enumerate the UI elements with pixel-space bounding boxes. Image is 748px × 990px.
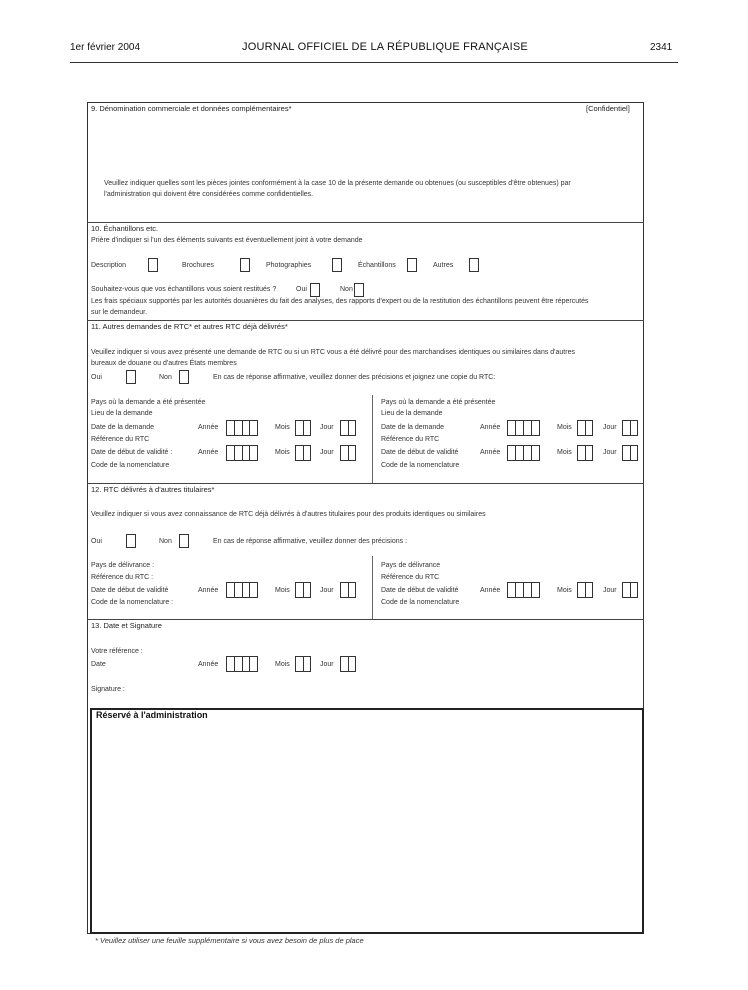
column-divider: [372, 556, 373, 619]
return-no-checkbox[interactable]: [354, 283, 364, 297]
year-label: Année: [198, 661, 219, 668]
header-page-number: 2341: [650, 42, 673, 53]
sample-description-label: Description: [91, 262, 127, 269]
return-no-label: Non: [340, 286, 353, 293]
s12-left-country: Pays de délivrance :: [91, 562, 155, 569]
section-11-intro: Veuillez indiquer si vous avez présenté une demande de RTC ou si un RTC vous a été délivré pour des marchandises identiques ou similaires dans d'autres: [91, 349, 575, 356]
sample-other-label: Autres: [433, 262, 454, 269]
s12-right-validity-day-field[interactable]: [622, 582, 638, 598]
day-label: Jour: [603, 449, 617, 456]
s11-left-date-day-field[interactable]: [340, 420, 356, 436]
section-12-title: 12. RTC délivrés à d'autres titulaires*: [91, 485, 215, 494]
section-12-intro: Veuillez indiquer si vous avez connaissance de RTC déjà délivrés à d'autres titulaires pour des produits identiques ou similaires: [91, 511, 486, 518]
confidential-label: [Confidentiel]: [586, 104, 630, 113]
s12-left-validity: Date de début de validité: [91, 587, 169, 594]
month-label: Mois: [275, 661, 290, 668]
s11-right-date-month-field[interactable]: [577, 420, 593, 436]
s11-left-validity-year-field[interactable]: [226, 445, 258, 461]
other-checkbox[interactable]: [469, 258, 479, 272]
s13-date-day-field[interactable]: [340, 656, 356, 672]
section-13-title: 13. Date et Signature: [91, 621, 162, 630]
section-9-note-2: l'administration qui doivent être considérées comme confidentielles.: [104, 191, 314, 198]
s11-right-ref: Référence du RTC: [381, 436, 440, 443]
s11-left-code: Code de la nomenclature: [91, 462, 170, 469]
year-label: Année: [198, 424, 219, 431]
s11-left-date-month-field[interactable]: [295, 420, 311, 436]
month-label: Mois: [275, 587, 290, 594]
s12-left-validity-month-field[interactable]: [295, 582, 311, 598]
month-label: Mois: [557, 424, 572, 431]
column-divider: [372, 395, 373, 483]
return-samples-question: Souhaitez-vous que vos échantillons vous soient restitués ?: [91, 286, 277, 293]
s13-date-year-field[interactable]: [226, 656, 258, 672]
s12-left-validity-year-field[interactable]: [226, 582, 258, 598]
section-divider: [87, 222, 644, 223]
s11-left-date: Date de la demande: [91, 424, 155, 431]
s12-right-validity-year-field[interactable]: [507, 582, 540, 598]
s12-no-checkbox[interactable]: [179, 534, 189, 548]
sample-brochures-label: Brochures: [182, 262, 214, 269]
header-rule: [70, 62, 678, 63]
s11-affirm-note: En cas de réponse affirmative, veuillez donner des précisions et joignez une copie du RTC:: [213, 374, 496, 381]
s11-left-ref: Référence du RTC: [91, 436, 150, 443]
s11-left-country: Pays où la demande a été présentée: [91, 399, 206, 406]
s12-left-ref: Référence du RTC :: [91, 574, 154, 581]
header-title: JOURNAL OFFICIEL DE LA RÉPUBLIQUE FRANÇAISE: [242, 41, 528, 53]
admin-box: [90, 708, 644, 934]
costs-note: Les frais spéciaux supportés par les autorités douanières du fait des analyses, des rapports d'expert ou de la restitution des échantillons peuvent être répercutés: [91, 298, 589, 305]
s12-right-validity: Date de début de validité: [381, 587, 459, 594]
s12-right-validity-month-field[interactable]: [577, 582, 593, 598]
sample-samples-label: Échantillons: [358, 262, 396, 269]
signature-label: Signature :: [91, 686, 125, 693]
photographs-checkbox[interactable]: [332, 258, 342, 272]
section-divider: [87, 320, 644, 321]
section-9-title: 9. Dénomination commerciale et données complémentaires*: [91, 104, 292, 113]
month-label: Mois: [275, 449, 290, 456]
return-yes-label: Oui: [296, 286, 307, 293]
s11-left-validity: Date de début de validité :: [91, 449, 173, 456]
s12-yes-checkbox[interactable]: [126, 534, 136, 548]
sample-photographs-label: Photographies: [266, 262, 312, 269]
return-yes-checkbox[interactable]: [310, 283, 320, 297]
header-date: 1er février 2004: [70, 42, 141, 53]
day-label: Jour: [320, 661, 334, 668]
section-divider: [87, 619, 644, 620]
admin-title: Réservé à l'administration: [96, 710, 208, 720]
s11-left-place: Lieu de la demande: [91, 410, 153, 417]
s11-no-checkbox[interactable]: [179, 370, 189, 384]
day-label: Jour: [320, 424, 334, 431]
month-label: Mois: [557, 587, 572, 594]
section-11-title: 11. Autres demandes de RTC* et autres RTC déjà délivrés*: [91, 322, 288, 331]
samples-checkbox[interactable]: [407, 258, 417, 272]
s11-left-date-year-field[interactable]: [226, 420, 258, 436]
s12-no-label: Non: [159, 538, 172, 545]
section-9-note: Veuillez indiquer quelles sont les pièces jointes conformément à la case 10 de la présente demande ou obtenues (ou susceptibles d'être obtenues) par: [104, 180, 571, 187]
month-label: Mois: [557, 449, 572, 456]
description-checkbox[interactable]: [148, 258, 158, 272]
signature-date-label: Date: [91, 661, 106, 668]
day-label: Jour: [320, 587, 334, 594]
costs-note-2: sur le demandeur.: [91, 309, 148, 316]
footnote: * Veuillez utiliser une feuille supplémentaire si vous avez besoin de plus de place: [95, 936, 364, 945]
day-label: Jour: [603, 424, 617, 431]
s11-right-country: Pays où la demande a été présentée: [381, 399, 496, 406]
s12-right-country: Pays de délivrance: [381, 562, 441, 569]
s12-affirm-note: En cas de réponse affirmative, veuillez donner des précisions :: [213, 538, 408, 545]
s11-right-validity-day-field[interactable]: [622, 445, 638, 461]
year-label: Année: [198, 587, 219, 594]
s11-right-code: Code de la nomenclature: [381, 462, 460, 469]
s11-right-date-year-field[interactable]: [507, 420, 540, 436]
s11-right-validity-month-field[interactable]: [577, 445, 593, 461]
year-label: Année: [480, 587, 501, 594]
month-label: Mois: [275, 424, 290, 431]
s11-yes-checkbox[interactable]: [126, 370, 136, 384]
year-label: Année: [480, 449, 501, 456]
year-label: Année: [198, 449, 219, 456]
s11-right-validity-year-field[interactable]: [507, 445, 540, 461]
year-label: Année: [480, 424, 501, 431]
s11-right-date: Date de la demande: [381, 424, 445, 431]
section-divider: [87, 483, 644, 484]
s11-left-validity-month-field[interactable]: [295, 445, 311, 461]
brochures-checkbox[interactable]: [240, 258, 250, 272]
s13-date-month-field[interactable]: [295, 656, 311, 672]
section-10-intro: Prière d'indiquer si l'un des éléments suivants est éventuellement joint à votre demande: [91, 237, 363, 244]
section-10-title: 10. Échantillons etc.: [91, 224, 159, 233]
day-label: Jour: [603, 587, 617, 594]
s11-right-validity: Date de début de validité: [381, 449, 459, 456]
s11-right-place: Lieu de la demande: [381, 410, 443, 417]
your-reference-label: Votre référence :: [91, 648, 143, 655]
s11-left-validity-day-field[interactable]: [340, 445, 356, 461]
s11-no-label: Non: [159, 374, 172, 381]
s12-right-code: Code de la nomenclature: [381, 599, 460, 606]
section-11-intro-2: bureaux de douane ou d'autres États membres: [91, 360, 237, 367]
s11-yes-label: Oui: [91, 374, 102, 381]
s12-yes-label: Oui: [91, 538, 102, 545]
day-label: Jour: [320, 449, 334, 456]
s12-right-ref: Référence du RTC: [381, 574, 440, 581]
s12-left-code: Code de la nomenclature :: [91, 599, 174, 606]
s12-left-validity-day-field[interactable]: [340, 582, 356, 598]
s11-right-date-day-field[interactable]: [622, 420, 638, 436]
